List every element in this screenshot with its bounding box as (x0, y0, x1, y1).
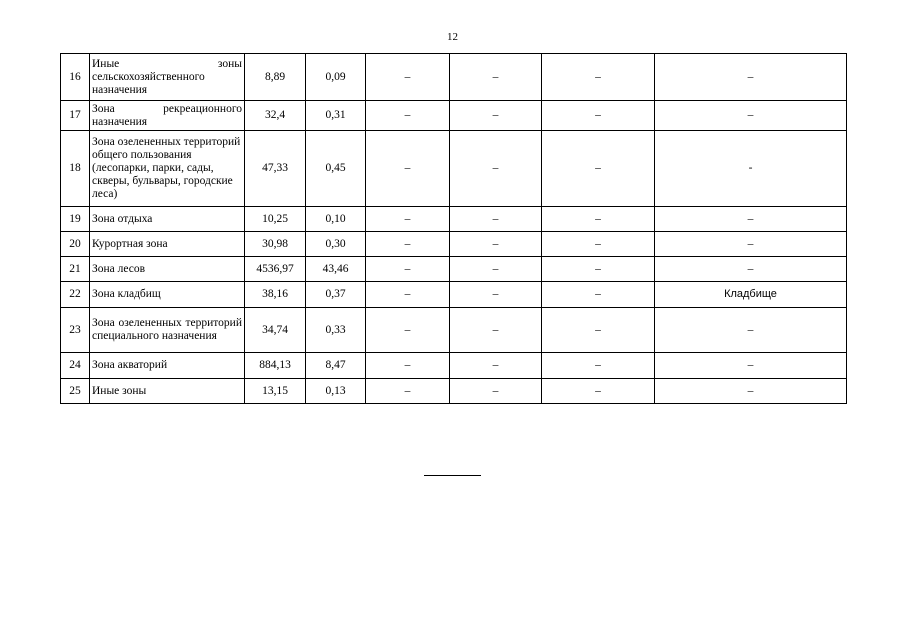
zone-area: 13,15 (245, 379, 306, 404)
table-row (61, 257, 847, 282)
cell-col7: – (542, 131, 655, 207)
table-row (61, 207, 847, 232)
table-row (61, 353, 847, 379)
table-row (61, 131, 847, 207)
zone-area: 30,98 (245, 232, 306, 257)
cell-col5: – (366, 353, 450, 379)
row-number: 19 (61, 207, 90, 232)
cell-col6: – (450, 131, 542, 207)
cell-col7: – (542, 257, 655, 282)
zone-name: Зона озелененных территорий специального назначения (90, 308, 245, 353)
zone-area: 8,89 (245, 54, 306, 101)
zone-name: Зона лесов (90, 257, 245, 282)
table-row (61, 54, 847, 101)
row-number: 22 (61, 282, 90, 308)
zone-area: 884,13 (245, 353, 306, 379)
cell-col6: – (450, 379, 542, 404)
row-number: 16 (61, 54, 90, 101)
cell-col8: – (655, 308, 847, 353)
zone-name: Зона озелененных территорий общего пользования (лесопарки, парки, сады, скверы, бульвары, городские леса) (90, 131, 245, 207)
cell-col5: – (366, 379, 450, 404)
zone-name: Иные зоны (90, 379, 245, 404)
cell-col8: – (655, 54, 847, 101)
cell-col5: – (366, 131, 450, 207)
zone-area: 34,74 (245, 308, 306, 353)
cell-col6: – (450, 232, 542, 257)
zone-area: 4536,97 (245, 257, 306, 282)
table-row (61, 379, 847, 404)
zones-table (60, 53, 847, 404)
row-number: 21 (61, 257, 90, 282)
cell-col5: – (366, 207, 450, 232)
zone-percent: 43,46 (306, 257, 366, 282)
cell-col7: – (542, 379, 655, 404)
row-number: 17 (61, 101, 90, 131)
row-number: 20 (61, 232, 90, 257)
zone-name: Зона кладбищ (90, 282, 245, 308)
cell-col6: – (450, 54, 542, 101)
cell-col5: – (366, 257, 450, 282)
cell-col6: – (450, 308, 542, 353)
cell-col5: – (366, 232, 450, 257)
zone-percent: 0,30 (306, 232, 366, 257)
zone-name: Иные зоны сельскохозяйственного назначения (90, 54, 245, 101)
zone-percent: 0,45 (306, 131, 366, 207)
cell-col5: – (366, 308, 450, 353)
row-number: 25 (61, 379, 90, 404)
cell-col7: – (542, 232, 655, 257)
cell-col6: – (450, 207, 542, 232)
zone-percent: 8,47 (306, 353, 366, 379)
zone-area: 47,33 (245, 131, 306, 207)
cell-col8: – (655, 353, 847, 379)
cell-col6: – (450, 353, 542, 379)
table-row (61, 308, 847, 353)
cell-col7: – (542, 353, 655, 379)
zone-area: 10,25 (245, 207, 306, 232)
zone-percent: 0,10 (306, 207, 366, 232)
row-number: 18 (61, 131, 90, 207)
cell-col7: – (542, 207, 655, 232)
zone-name: Зона отдыха (90, 207, 245, 232)
cell-col8: - (655, 131, 847, 207)
cell-col7: – (542, 54, 655, 101)
cell-col8: – (655, 257, 847, 282)
footer-rule (424, 475, 481, 476)
cell-col7: – (542, 282, 655, 308)
zone-percent: 0,37 (306, 282, 366, 308)
zone-area: 38,16 (245, 282, 306, 308)
cell-col6: – (450, 101, 542, 131)
zone-percent: 0,31 (306, 101, 366, 131)
zone-name: Зона акваторий (90, 353, 245, 379)
page-number: 12 (447, 31, 458, 43)
zone-name: Курортная зона (90, 232, 245, 257)
table-row (61, 101, 847, 131)
row-number: 23 (61, 308, 90, 353)
cell-col5: – (366, 282, 450, 308)
cell-col5: – (366, 101, 450, 131)
zone-area: 32,4 (245, 101, 306, 131)
cell-col6: – (450, 282, 542, 308)
cell-col7: – (542, 308, 655, 353)
cell-col8: – (655, 101, 847, 131)
zone-percent: 0,33 (306, 308, 366, 353)
cell-col8: – (655, 207, 847, 232)
zone-percent: 0,13 (306, 379, 366, 404)
cell-col5: – (366, 54, 450, 101)
table-row (61, 232, 847, 257)
row-number: 24 (61, 353, 90, 379)
cell-col8: – (655, 232, 847, 257)
zone-percent: 0,09 (306, 54, 366, 101)
table-row (61, 282, 847, 308)
cell-col7: – (542, 101, 655, 131)
cell-col6: – (450, 257, 542, 282)
zone-name: Зона рекреационного назначения (90, 101, 245, 131)
cell-col8: – (655, 379, 847, 404)
cell-col8: Кладбище (655, 282, 847, 308)
